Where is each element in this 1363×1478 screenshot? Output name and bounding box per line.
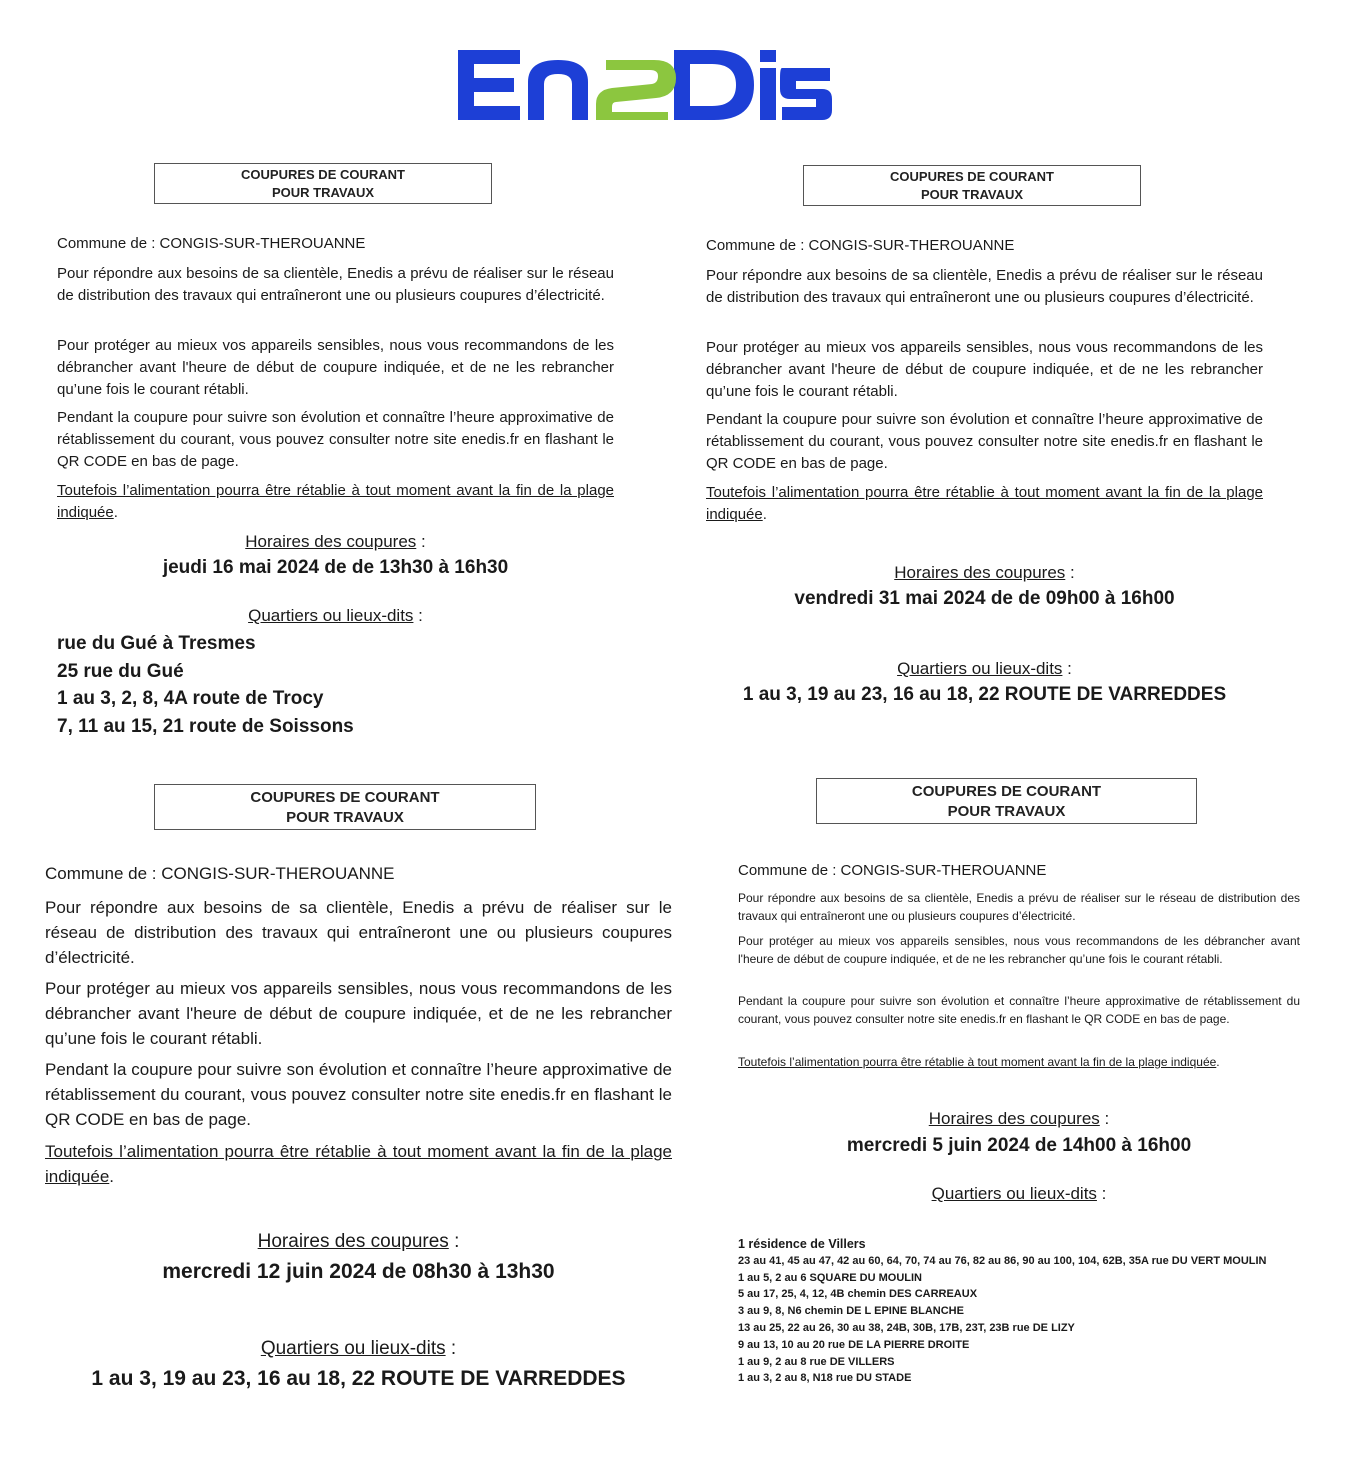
outage-date: mercredi 12 juin 2024 de 08h30 à 13h30 (162, 1260, 555, 1283)
commune-label: Commune de : CONGIS-SUR-THEROUANNE (57, 235, 366, 252)
schedule-heading: Horaires des coupures : (245, 532, 426, 551)
place-item: 1 résidence de Villers (738, 1237, 866, 1251)
place-item: 13 au 25, 22 au 26, 30 au 38, 24B, 30B, 17B, 23T, 23B rue DE LIZY (738, 1321, 1075, 1334)
notice-title-line2: POUR TRAVAUX (920, 186, 1024, 202)
commune-label: Commune de : CONGIS-SUR-THEROUANNE (706, 237, 1015, 254)
places-list (45, 1367, 672, 1391)
restoration-note: Toutefois l’alimentation pourra être rétablie à tout moment avant la fin de la plage indiquée. (706, 484, 1263, 523)
notice-title-box (803, 165, 1141, 206)
places-list (57, 630, 354, 740)
place-item: 5 au 17, 25, 4, 12, 4B chemin DES CARREAUX (738, 1288, 978, 1301)
place-item: 3 au 9, 8, N6 chemin DE L EPINE BLANCHE (738, 1305, 964, 1318)
schedule-heading: Horaires des coupures : (928, 1109, 1110, 1128)
intro-paragraph: Pour répondre aux besoins de sa clientèle, Enedis a prévu de réaliser sur le réseau de distribution des travaux qui entraîneront une ou plusieurs coupures d’électricité. (738, 891, 1300, 923)
places-heading: Quartiers ou lieux-dits : (260, 1338, 457, 1359)
restoration-note: Toutefois l’alimentation pourra être rétablie à tout moment avant la fin de la plage indiquée. (57, 482, 614, 521)
notice-title-box (154, 163, 492, 204)
places-heading: Quartiers ou lieux-dits : (931, 1184, 1107, 1203)
place-item: 1 au 5, 2 au 6 SQUARE DU MOULIN (738, 1271, 922, 1284)
tracking-paragraph: Pendant la coupure pour suivre son évolution et connaître l’heure approximative de rétablissement du courant, vous pouvez consulter notre site enedis.fr en flashant le QR CODE en bas de page. (738, 994, 1300, 1026)
schedule-heading: Horaires des coupures : (894, 563, 1075, 582)
intro-paragraph: Pour répondre aux besoins de sa clientèle, Enedis a prévu de réaliser sur le réseau de distribution des travaux qui entraîneront une ou plusieurs coupures d’électricité. (57, 265, 614, 304)
tracking-paragraph: Pendant la coupure pour suivre son évolution et connaître l’heure approximative de rétablissement du courant, vous pouvez consulter notre site enedis.fr en flashant le QR CODE en bas de page. (45, 1060, 672, 1129)
place-item: 9 au 13, 10 au 20 rue DE LA PIERRE DROITE (738, 1338, 970, 1351)
schedule-heading: Horaires des coupures : (257, 1231, 460, 1252)
intro-paragraph: Pour répondre aux besoins de sa clientèle, Enedis a prévu de réaliser sur le réseau de distribution des travaux qui entraîneront une ou plusieurs coupures d’électricité. (45, 898, 672, 967)
tracking-paragraph: Pendant la coupure pour suivre son évolution et connaître l’heure approximative de rétablissement du courant, vous pouvez consulter notre site enedis.fr en flashant le QR CODE en bas de page. (706, 411, 1263, 472)
places-heading: Quartiers ou lieux-dits : (897, 659, 1072, 678)
places-list (738, 1236, 1266, 1387)
place-item: 1 au 3, 2, 8, 4A route de Trocy (57, 688, 324, 709)
notice-title-line2: POUR TRAVAUX (271, 184, 375, 200)
notice-title-line1: COUPURES DE COURANT (250, 789, 440, 806)
place-item: 23 au 41, 45 au 47, 42 au 60, 64, 70, 74 au 76, 82 au 86, 90 au 100, 104, 62B, 35A rue DU VERT MOULIN (738, 1254, 1267, 1267)
notice-title-box (154, 784, 536, 830)
place-item: rue du Gué à Tresmes (57, 633, 256, 654)
commune-label: Commune de : CONGIS-SUR-THEROUANNE (45, 864, 395, 883)
advice-paragraph: Pour protéger au mieux vos appareils sensibles, nous vous recommandons de les débrancher avant l'heure de début de coupure indiquée, et de ne les rebrancher qu’une fois le courant rétabli. (45, 979, 672, 1048)
outage-date: mercredi 5 juin 2024 de 14h00 à 16h00 (846, 1135, 1192, 1156)
place-item: 1 au 3, 2 au 8, N18 rue DU STADE (738, 1372, 912, 1385)
places-heading: Quartiers ou lieux-dits : (248, 606, 423, 625)
restoration-note: Toutefois l’alimentation pourra être rétablie à tout moment avant la fin de la plage indiquée. (45, 1142, 672, 1186)
notice-title-line1: COUPURES DE COURANT (241, 167, 405, 182)
intro-paragraph: Pour répondre aux besoins de sa clientèle, Enedis a prévu de réaliser sur le réseau de distribution des travaux qui entraîneront une ou plusieurs coupures d’électricité. (706, 267, 1263, 306)
advice-paragraph: Pour protéger au mieux vos appareils sensibles, nous vous recommandons de les débrancher avant l'heure de début de coupure indiquée, et de ne les rebrancher qu’une fois le courant rétabli. (57, 337, 614, 398)
place-item: 25 rue du Gué (57, 660, 184, 682)
place-item: 7, 11 au 15, 21 route de Soissons (57, 715, 354, 737)
restoration-note: Toutefois l’alimentation pourra être rétablie à tout moment avant la fin de la plage indiquée. (738, 1055, 1220, 1069)
notice-title-box (816, 778, 1197, 824)
place-item: 1 au 3, 19 au 23, 16 au 18, 22 ROUTE DE VARREDDES (742, 684, 1227, 705)
outage-date: jeudi 16 mai 2024 de de 13h30 à 16h30 (162, 557, 509, 578)
place-item: 1 au 3, 19 au 23, 16 au 18, 22 ROUTE DE VARREDDES (91, 1367, 626, 1390)
notice-title-line1: COUPURES DE COURANT (911, 783, 1102, 800)
outage-date: vendredi 31 mai 2024 de de 09h00 à 16h00 (794, 588, 1175, 609)
notice-title-line1: COUPURES DE COURANT (890, 169, 1054, 184)
enedis-logo (452, 42, 836, 128)
advice-paragraph: Pour protéger au mieux vos appareils sensibles, nous vous recommandons de les débrancher avant l'heure de début de coupure indiquée, et de ne les rebrancher qu’une fois le courant rétabli. (738, 934, 1300, 966)
commune-label: Commune de : CONGIS-SUR-THEROUANNE (738, 862, 1047, 879)
place-item: 1 au 9, 2 au 8 rue DE VILLERS (738, 1355, 895, 1368)
advice-paragraph: Pour protéger au mieux vos appareils sensibles, nous vous recommandons de les débrancher avant l'heure de début de coupure indiquée, et de ne les rebrancher qu’une fois le courant rétabli. (706, 339, 1263, 400)
tracking-paragraph: Pendant la coupure pour suivre son évolution et connaître l’heure approximative de rétablissement du courant, vous pouvez consulter notre site enedis.fr en flashant le QR CODE en bas de page. (57, 409, 614, 470)
places-list (706, 684, 1263, 706)
notice-title-line2: POUR TRAVAUX (947, 803, 1066, 821)
notice-title-line2: POUR TRAVAUX (286, 809, 404, 827)
